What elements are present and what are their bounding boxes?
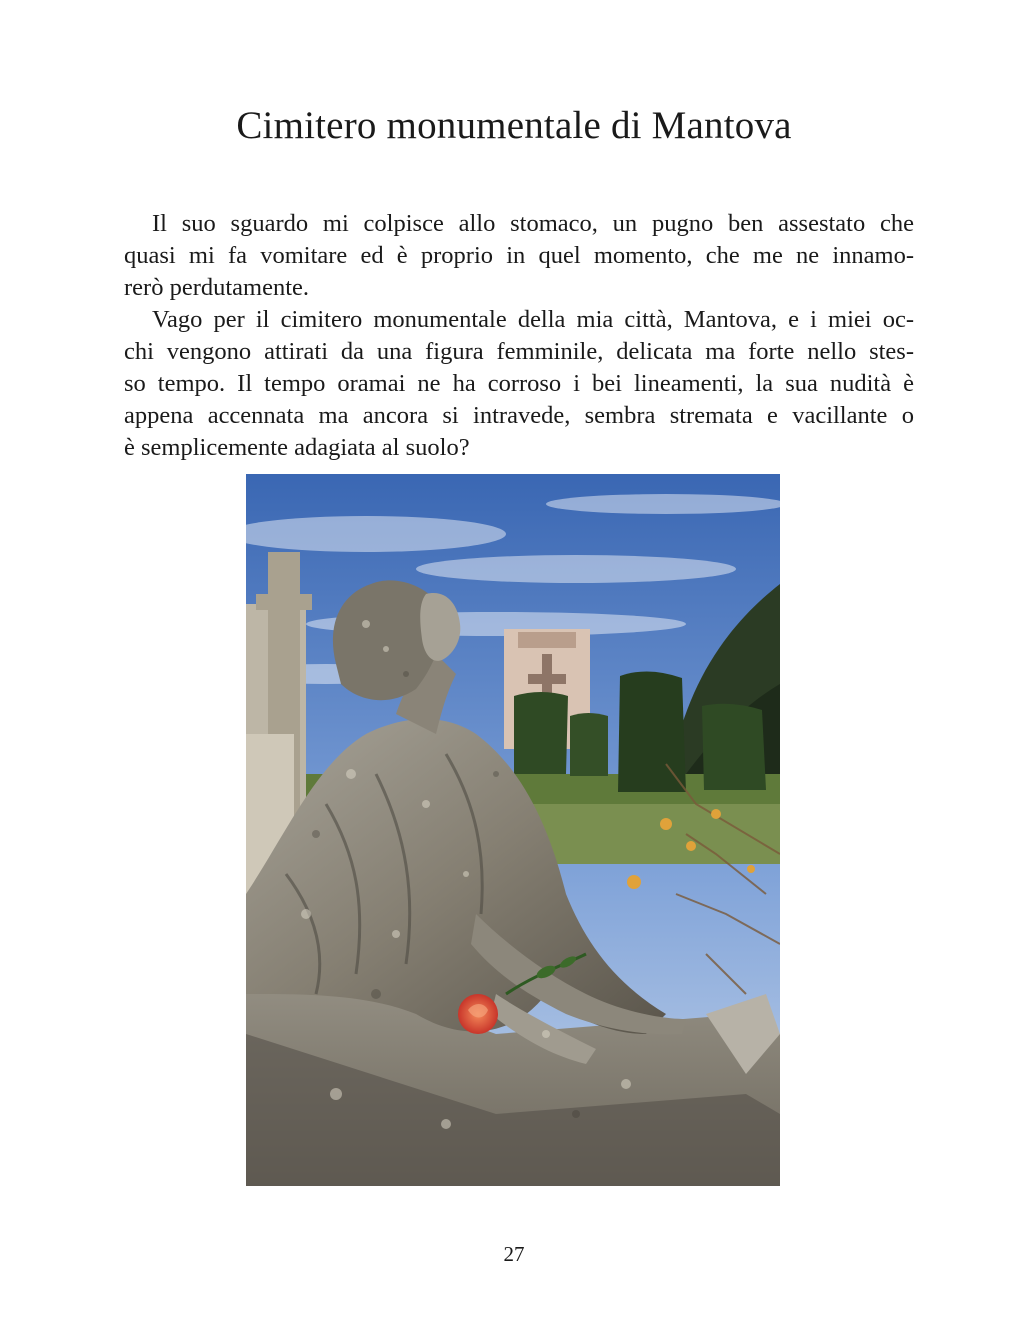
body-text [124,208,914,464]
paragraph-1-line-3: rerò perdutamente. [124,274,310,301]
paragraph-1-line-2: quasi mi fa vomitare ed è proprio in quel momento, che me ne innamo- [124,242,914,269]
paragraph-2-line-5: è semplicemente adagiata al suolo? [124,434,470,461]
paragraph-2-line-3: so tempo. Il tempo oramai ne ha corroso i bei lineamenti, la sua nudità è [124,370,914,397]
paragraph-1-line-1: Il suo sguardo mi colpisce allo stomaco, un pugno ben assestato che [152,210,914,237]
page-number: 27 [503,1242,525,1266]
statue-photo [246,474,780,1186]
statue-photo-illustration [246,474,780,1186]
paragraph-2-line-4: appena accennata ma ancora si intravede, sembra stremata e vacillante o [124,402,914,429]
page-title: Cimitero monumentale di Mantova [236,104,792,147]
paragraph-2-line-1: Vago per il cimitero monumentale della mia città, Mantova, e i miei oc- [152,306,914,333]
paragraph-2-line-2: chi vengono attirati da una figura femminile, delicata ma forte nello stes- [124,338,914,365]
